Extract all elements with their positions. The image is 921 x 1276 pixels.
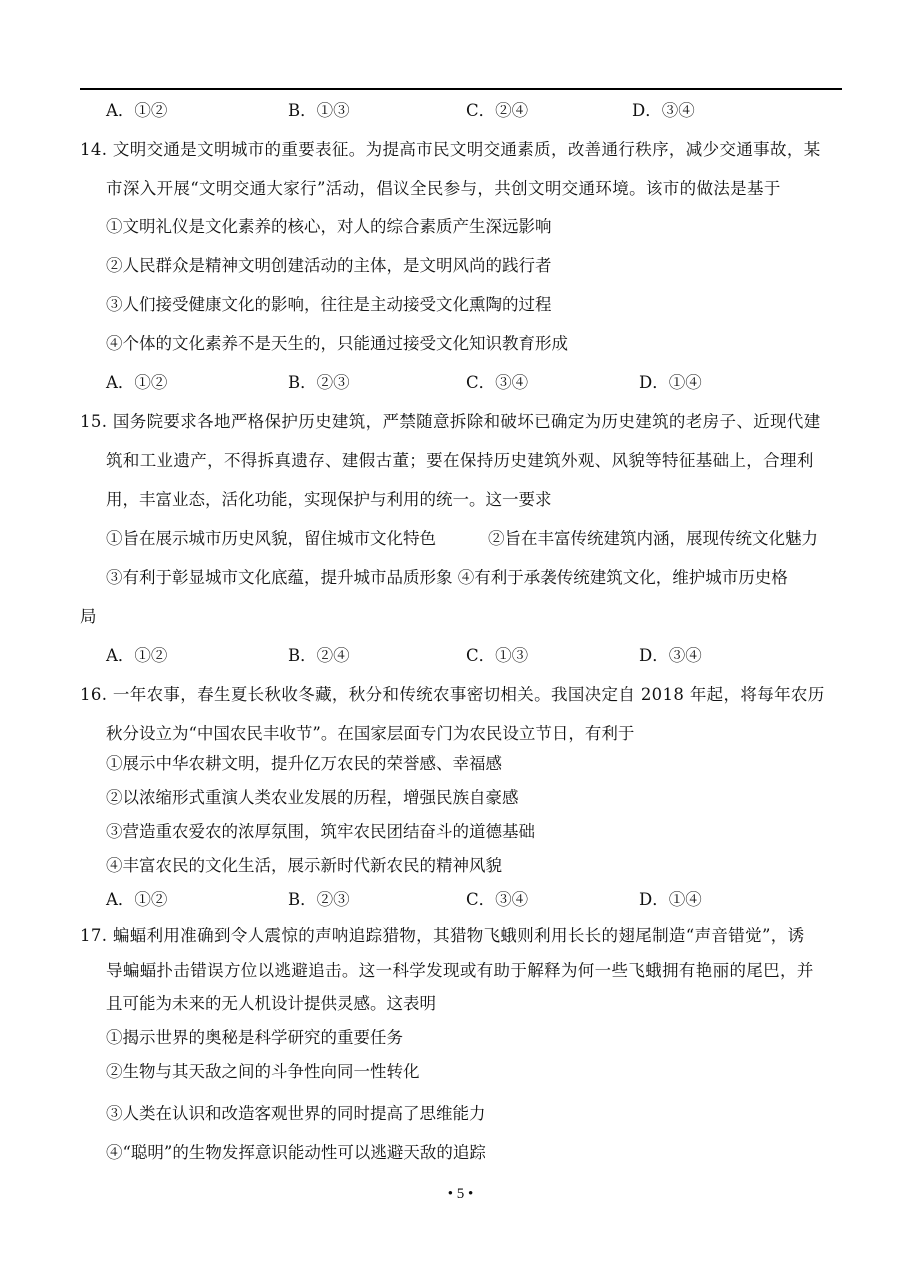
q17-item-2: ②生物与其天敌之间的斗争性向同一性转化 [106,1062,420,1081]
q17-stem-line-3: 且可能为未来的无人机设计提供灵感。这表明 [106,994,436,1013]
q15-stem-line-1: 15. 国务院要求各地严格保护历史建筑，严禁随意拆除和破坏已确定为历史建筑的老房子、近现代建 [80,412,821,431]
page-number: • 5 • [447,1186,474,1202]
q17-item-4: ④“聪明”的生物发挥意识能动性可以逃避天敌的追踪 [106,1143,486,1162]
option-a[interactable]: A．①② [106,373,168,392]
q14-item-3: ③人们接受健康文化的影响，往往是主动接受文化熏陶的过程 [106,295,552,314]
option-d[interactable]: D．③④ [632,101,695,120]
q16-item-4: ④丰富农民的文化生活，展示新时代新农民的精神风貌 [106,856,502,875]
q14-item-4: ④个体的文化素养不是天生的，只能通过接受文化知识教育形成 [106,334,568,353]
option-d[interactable]: D．①④ [639,373,702,392]
q14-item-2: ②人民群众是精神文明创建活动的主体，是文明风尚的践行者 [106,256,552,275]
option-b[interactable]: B．②④ [288,646,350,665]
option-d[interactable]: D．③④ [639,646,702,665]
option-b[interactable]: B．②③ [288,890,350,909]
option-a[interactable]: A．①② [106,101,168,120]
q15-stem-line-3: 用，丰富业态，活化功能，实现保护与利用的统一。这一要求 [106,490,552,509]
option-b[interactable]: B．①③ [288,101,350,120]
q15-item-4-cont: 局 [80,607,97,626]
option-c[interactable]: C．③④ [466,373,529,392]
q15-item-1: ①旨在展示城市历史风貌，留住城市文化特色 [106,529,436,548]
q16-stem-line-2: 秋分设立为“中国农民丰收节”。在国家层面专门为农民设立节日，有利于 [106,724,635,743]
option-c[interactable]: C．②④ [466,101,529,120]
option-b[interactable]: B．②③ [288,373,350,392]
q14-stem-line-1: 14. 文明交通是文明城市的重要表征。为提高市民文明交通素质，改善通行秩序，减少交通事故，某 [80,140,821,159]
q15-item-2: ②旨在丰富传统建筑内涵，展现传统文化魅力 [488,529,818,548]
header-rule [80,88,842,90]
q17-item-1: ①揭示世界的奥秘是科学研究的重要任务 [106,1028,403,1047]
option-c[interactable]: C．③④ [466,890,529,909]
option-a[interactable]: A．①② [106,890,168,909]
q16-stem-line-1: 16. 一年农事，春生夏长秋收冬藏，秋分和传统农事密切相关。我国决定自 2018 年起，将每年农历 [80,685,825,704]
q16-item-1: ①展示中华农耕文明，提升亿万农民的荣誉感、幸福感 [106,754,502,773]
option-a[interactable]: A．①② [106,646,168,665]
q14-item-1: ①文明礼仪是文化素养的核心，对人的综合素质产生深远影响 [106,217,552,236]
option-c[interactable]: C．①③ [466,646,529,665]
q15-stem-line-2: 筑和工业遗产，不得拆真遗存、建假古董；要在保持历史建筑外观、风貌等特征基础上，合理利 [106,451,814,470]
q14-stem-line-2: 市深入开展“文明交通大家行”活动，倡议全民参与，共创文明交通环境。该市的做法是基于 [106,179,781,198]
q17-stem-line-1: 17. 蝙蝠利用准确到令人震惊的声呐追踪猎物，其猎物飞蛾则利用长长的翅尾制造“声音错觉”，诱 [80,926,805,945]
q17-stem-line-2: 导蝙蝠扑击错误方位以逃避追击。这一科学发现或有助于解释为何一些飞蛾拥有艳丽的尾巴，并 [106,961,814,980]
q17-item-3: ③人类在认识和改造客观世界的同时提高了思维能力 [106,1104,486,1123]
q15-item-3-4: ③有利于彰显城市文化底蕴，提升城市品质形象 ④有利于承袭传统建筑文化，维护城市历史格 [106,568,788,587]
q16-item-2: ②以浓缩形式重演人类农业发展的历程，增强民族自豪感 [106,788,519,807]
option-d[interactable]: D．①④ [639,890,702,909]
q16-item-3: ③营造重农爱农的浓厚氛围，筑牢农民团结奋斗的道德基础 [106,822,535,841]
